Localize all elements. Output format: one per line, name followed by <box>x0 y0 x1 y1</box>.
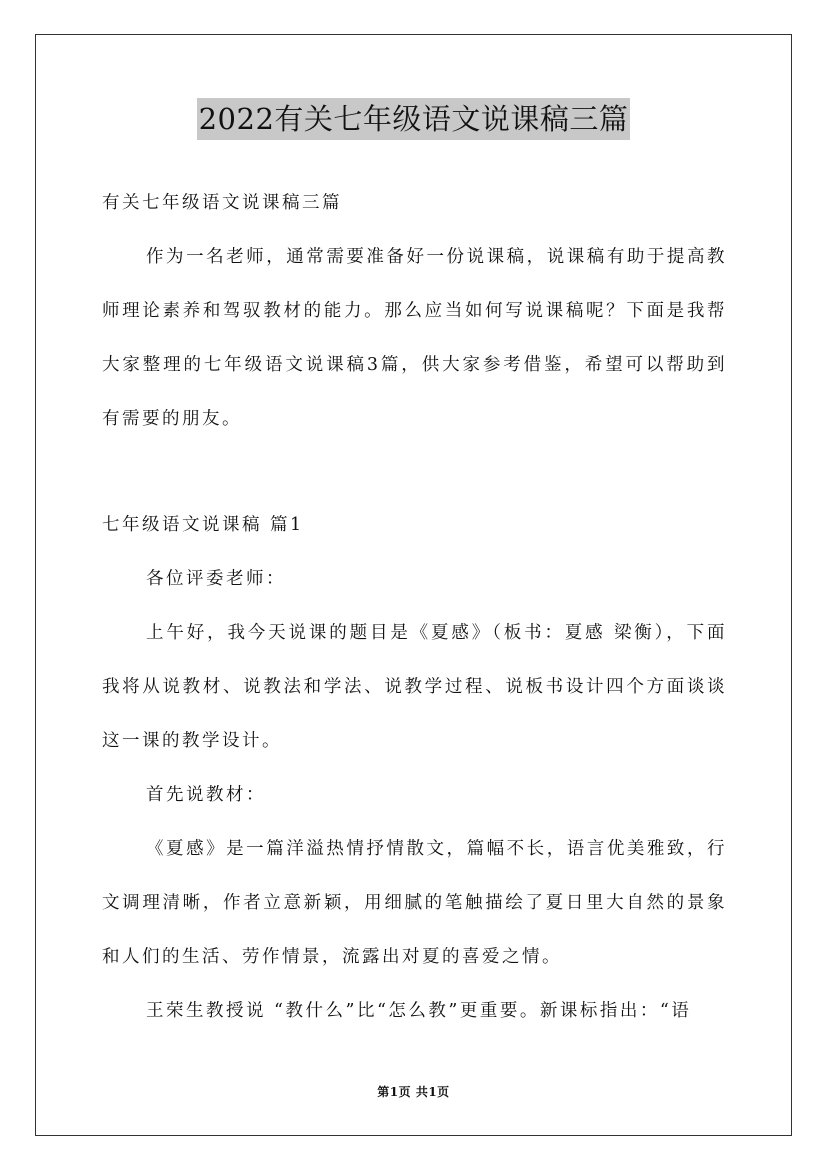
document-title: 2022有关七年级语文说课稿三篇 <box>197 98 631 140</box>
title-container <box>0 98 827 140</box>
greeting-paragraph: 各位评委老师： <box>146 569 286 589</box>
body-paragraph: 王荣生教授说 “教什么”比“怎么教”更重要。新课标指出：“语 <box>146 1001 692 1021</box>
document-subtitle: 有关七年级语文说课稿三篇 <box>102 193 342 213</box>
page-footer <box>0 1082 827 1102</box>
paragraph-gap <box>102 446 727 498</box>
body-paragraph: 首先说教材： <box>146 785 266 805</box>
document-body <box>102 176 727 1038</box>
intro-paragraph: 作为一名老师，通常需要准备好一份说课稿，说课稿有助于提高教师理论素养和驾驭教材的能力。那么应当如何写说课稿呢？下面是我帮大家整理的七年级语文说课稿3篇，供大家参考借鉴，希望可以帮助到有需要的朋友。 <box>102 247 727 429</box>
body-paragraph: 上午好，我今天说课的题目是《夏感》（板书：夏感 梁衡），下面我将从说教材、说教法和学法、说教学过程、说板书设计四个方面谈谈这一课的教学设计。 <box>102 623 727 751</box>
page-number-label: 第1页 共1页 <box>377 1085 450 1099</box>
section-heading: 七年级语文说课稿 篇1 <box>102 515 304 535</box>
body-paragraph: 《夏感》是一篇洋溢热情抒情散文，篇幅不长，语言优美雅致，行文调理清晰，作者立意新颖，用细腻的笔触描绘了夏日里大自然的景象和人们的生活、劳作情景，流露出对夏的喜爱之情。 <box>102 839 727 967</box>
